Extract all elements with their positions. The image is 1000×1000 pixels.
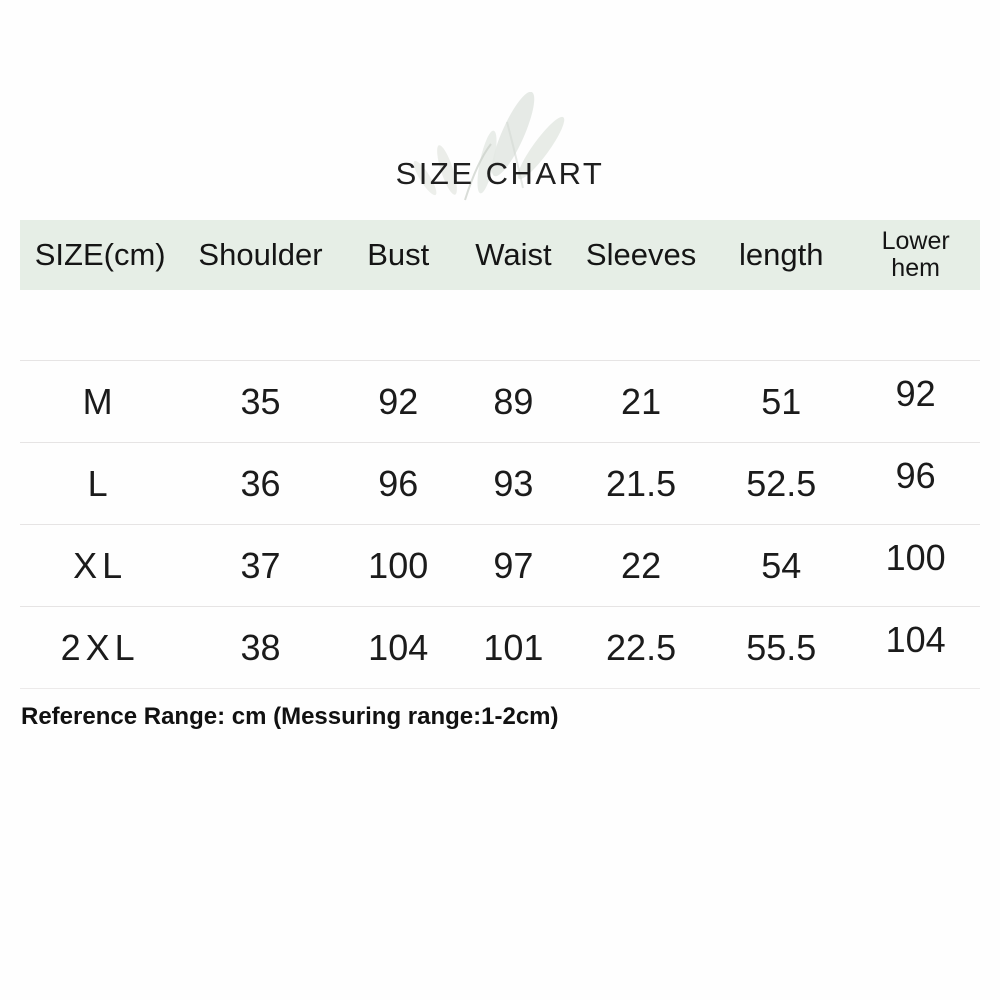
shoulder-value: 38: [240, 626, 281, 668]
length-value: 55.5: [746, 626, 817, 668]
size-label: 2XL: [60, 626, 140, 668]
column-header-shoulder: Shoulder: [198, 237, 323, 272]
bust-value: 104: [368, 626, 429, 668]
bust-value: 92: [378, 380, 419, 422]
column-header-size: SIZE(cm): [34, 237, 166, 272]
lower-hem-value: 100: [885, 536, 946, 578]
leaf-decoration-icon: [395, 92, 595, 210]
size-table-body: [20, 360, 980, 689]
bust-value: 96: [378, 462, 419, 504]
lower-hem-value: 92: [895, 372, 936, 414]
column-header-bust: Bust: [367, 237, 430, 272]
shoulder-value: 36: [240, 462, 281, 504]
reference-range-note: Reference Range: cm (Messuring range:1-2cm): [21, 703, 559, 730]
column-header-sleeves: Sleeves: [585, 237, 697, 272]
bust-value: 100: [368, 544, 429, 586]
sleeves-value: 21: [621, 380, 662, 422]
shoulder-value: 35: [240, 380, 281, 422]
lower-hem-value: 104: [885, 618, 946, 660]
waist-value: 101: [483, 626, 544, 668]
column-header-waist: Waist: [475, 237, 552, 272]
sleeves-value: 22: [621, 544, 662, 586]
table-row-2xl: [20, 606, 980, 688]
waist-value: 89: [493, 380, 534, 422]
table-row-m: [20, 360, 980, 442]
table-row-xl: [20, 524, 980, 606]
length-value: 52.5: [746, 462, 817, 504]
shoulder-value: 37: [240, 544, 281, 586]
table-header-row: [20, 220, 980, 290]
size-label: M: [82, 380, 118, 422]
column-header-lower-hem: [851, 228, 980, 282]
page-title: SIZE CHART: [395, 156, 605, 191]
size-label: L: [87, 462, 113, 504]
waist-value: 97: [493, 544, 534, 586]
size-label: XL: [73, 544, 128, 586]
length-value: 54: [761, 544, 802, 586]
sleeves-value: 22.5: [606, 626, 677, 668]
waist-value: 93: [493, 462, 534, 504]
sleeves-value: 21.5: [606, 462, 677, 504]
table-row-l: [20, 442, 980, 524]
length-value: 51: [761, 380, 802, 422]
lower-hem-value: 96: [895, 454, 936, 496]
column-header-lower-hem-label: Lower hem: [881, 227, 950, 282]
column-header-length: length: [739, 237, 824, 272]
